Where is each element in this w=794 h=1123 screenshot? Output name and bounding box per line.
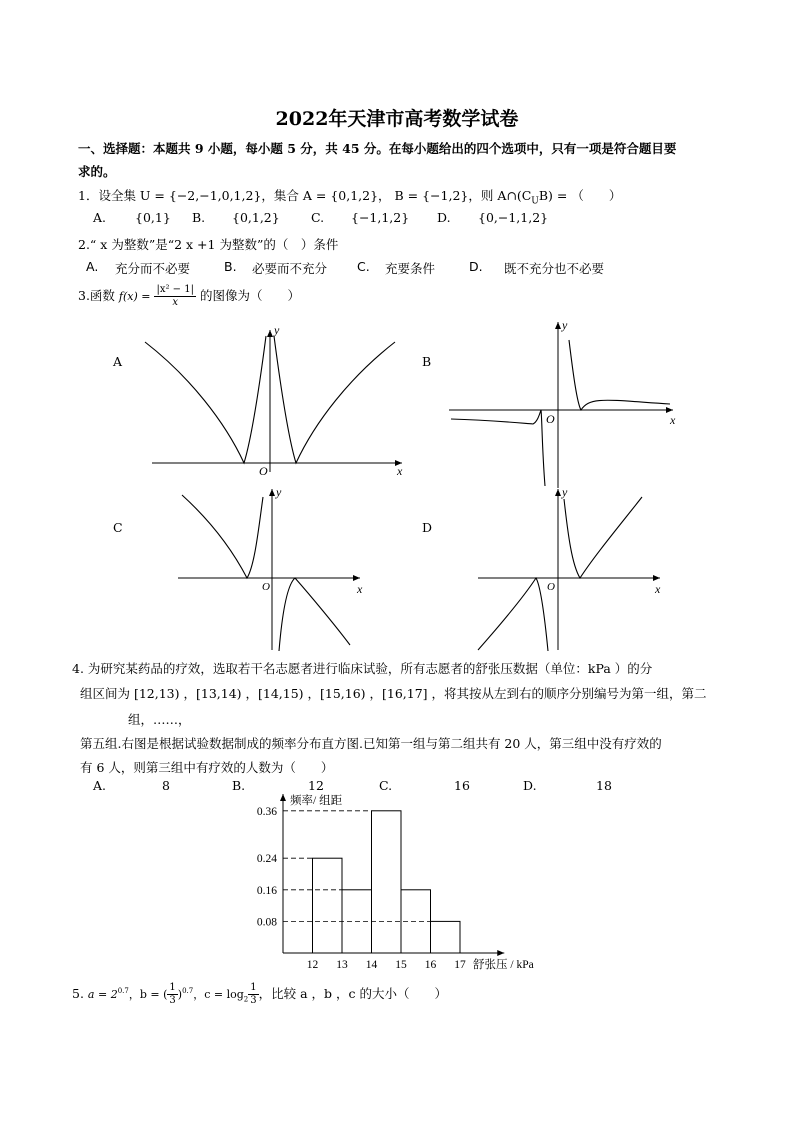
section-heading-line2: 求的。	[78, 164, 116, 179]
q4-option-c-text: 16	[454, 778, 470, 793]
histogram-y-tick-label: 0.16	[256, 884, 277, 897]
q4-line2: 组区间为 [12,13) ，[13,14) ，[14,15) ，[15,16) ，[16,17] ，将其按从左到右的顺序分别编号为第一组，第二	[80, 686, 707, 701]
q4-line4: 第五组.右图是根据试验数据制成的频率分布直方图.已知第一组与第二组共有 20 人，第三组中没有疗效的	[80, 736, 662, 751]
graph-b-origin: O	[546, 412, 555, 426]
graph-c-y-arrow	[269, 489, 275, 496]
histogram-bar	[431, 921, 461, 953]
q2-stem: 2.“ x 为整数”是“2 x +1 为整数”的（ ）条件	[78, 237, 339, 252]
graph-a-curve-right	[274, 336, 395, 463]
graph-b-x-label: x	[670, 413, 676, 427]
histogram-y-arrow	[280, 794, 286, 801]
graph-c-x-arrow	[353, 575, 360, 581]
graph-d-x-label: x	[655, 582, 661, 596]
q4-histogram	[240, 790, 550, 975]
q1-option-d-text: {0,−1,1,2}	[478, 210, 549, 225]
histogram-x-arrow	[497, 950, 504, 956]
q4-line3: 组，……，	[128, 712, 191, 727]
graph-a-x-label: x	[397, 464, 403, 477]
q2-option-a-letter[interactable]: A.	[86, 259, 99, 274]
q3-graph-b-label[interactable]: B	[422, 354, 432, 369]
graph-d-y-label: y	[562, 485, 568, 499]
graph-d-origin: O	[547, 581, 555, 593]
q2-option-a-text: 充分而不必要	[115, 261, 191, 276]
page-title: 2022年天津市高考数学试卷	[275, 108, 519, 130]
histogram-x-tick-label: 15	[395, 959, 407, 971]
q3-graph-b	[445, 318, 685, 493]
q1-option-c-letter[interactable]: C.	[311, 210, 325, 225]
q3-graph-a	[140, 322, 410, 477]
q5-b-close: )	[177, 988, 183, 1001]
q5-c-denominator: 3	[250, 995, 257, 1006]
q5-suffix: ，比较 a ，b ，c 的大小（ ）	[258, 986, 447, 1001]
histogram-bar	[372, 811, 402, 953]
graph-b-y-label: y	[562, 318, 568, 332]
q4-option-d-letter[interactable]: D.	[523, 778, 537, 793]
q2-option-b-letter[interactable]: B.	[224, 259, 237, 274]
q1-complement-subscript: U	[531, 196, 539, 207]
q5-b-fraction	[167, 982, 177, 1007]
q3-prefix: 3.函数	[78, 288, 115, 303]
graph-c-origin: O	[262, 581, 270, 593]
q4-option-a-text: 8	[162, 778, 170, 793]
graph-a-y-arrow	[267, 330, 273, 337]
q2-option-c-letter[interactable]: C.	[357, 259, 370, 274]
q2-option-d-text: 既不充分也不必要	[504, 261, 605, 276]
graph-c-curve-left	[182, 495, 263, 578]
histogram-x-tick-label: 12	[306, 959, 319, 971]
histogram-y-tick-label: 0.24	[256, 853, 277, 866]
q3-graph-d-label[interactable]: D	[422, 520, 433, 535]
histogram-y-tick-labels	[257, 806, 277, 929]
q1-option-a-letter[interactable]: A.	[93, 210, 107, 225]
q5-b-exponent: 0.7	[182, 986, 194, 995]
q1-stem-text: 1．设全集 U = {−2,−1,0,1,2}，集合 A = {0,1,2}， B = {−1,2}，则 A∩(C	[78, 188, 532, 203]
q3-graph-c	[170, 485, 370, 655]
q5-a-exponent: 0.7	[117, 986, 129, 995]
graph-c-x-label: x	[357, 582, 363, 596]
q3-stem	[78, 284, 300, 309]
graph-d-y-arrow	[555, 489, 561, 496]
q3-denominator: x	[172, 297, 179, 308]
q3-graph-d	[470, 485, 670, 655]
q3-graph-c-label[interactable]: C	[113, 520, 123, 535]
histogram-x-tick-label: 16	[424, 959, 437, 971]
graph-c-curve-right	[279, 578, 350, 651]
histogram-x-tick-label: 17	[454, 959, 466, 971]
histogram-y-tick-label: 0.08	[256, 916, 277, 929]
graph-b-curve-right	[569, 340, 670, 410]
q5-c-numerator: 1	[250, 982, 257, 993]
q3-graph-a-label[interactable]: A	[113, 354, 123, 369]
histogram-bar	[313, 858, 343, 953]
graph-a-curve-left	[145, 336, 266, 463]
q3-numerator: |x² − 1|	[156, 284, 194, 295]
histogram-bars	[313, 811, 461, 953]
histogram-y-label: 频率/ 组距	[290, 795, 343, 807]
q1-option-b-text: {0,1,2}	[232, 210, 280, 225]
section-heading-line1: 一、选择题：本题共 9 小题，每小题 5 分，共 45 分。在每小题给出的四个选项中，只有一项是符合题目要	[78, 141, 677, 156]
histogram-y-tick-label: 0.36	[256, 805, 277, 818]
histogram-x-tick-label: 14	[365, 959, 378, 971]
q5-c-fraction	[248, 982, 258, 1007]
q2-option-c-text: 充要条件	[385, 261, 436, 276]
q3-suffix: 的图像为（ ）	[199, 288, 300, 303]
q4-option-b-text: 12	[308, 778, 324, 793]
q1-option-c-text: {−1,1,2}	[351, 210, 410, 225]
q1-option-d-letter[interactable]: D.	[437, 210, 451, 225]
q5-b-numerator: 1	[169, 982, 176, 993]
q5-stem	[72, 982, 447, 1007]
histogram-x-tick-labels	[307, 959, 466, 971]
graph-a-y-label: y	[274, 323, 280, 337]
q2-option-d-letter[interactable]: D.	[469, 259, 483, 274]
q4-option-c-letter[interactable]: C.	[379, 778, 393, 793]
graph-b-curve-left	[451, 410, 545, 486]
q1-stem	[78, 186, 621, 207]
histogram-x-tick-label: 13	[336, 959, 348, 971]
q3-function-lhs: f(x) =	[118, 290, 151, 303]
q4-option-b-letter[interactable]: B.	[232, 778, 246, 793]
graph-a-origin: O	[259, 464, 268, 477]
q1-option-a-text: {0,1}	[135, 210, 171, 225]
q5-c: ，c = log	[193, 988, 244, 1001]
q5-prefix: 5.	[72, 986, 84, 1001]
q3-fraction	[154, 284, 196, 309]
graph-c-y-label: y	[276, 485, 282, 499]
q1-option-b-letter[interactable]: B.	[192, 210, 206, 225]
graph-d-curve-right	[564, 497, 642, 578]
graph-d-curve-left	[478, 578, 548, 651]
q1-stem-end: B) = （ ）	[538, 188, 622, 203]
q4-line5: 有 6 人，则第三组中有疗效的人数为（ ）	[80, 760, 334, 775]
q4-line1: 4. 为研究某药品的疗效，选取若干名志愿者进行临床试验，所有志愿者的舒张压数据（单位：kPa ）的分	[72, 661, 653, 676]
q2-option-b-text: 必要而不充分	[252, 261, 328, 276]
q4-option-a-letter[interactable]: A.	[93, 778, 107, 793]
histogram-x-label: 舒张压 / kPa	[473, 959, 534, 971]
q5-c-log-base: 2	[243, 995, 249, 1004]
q4-option-d-text: 18	[596, 778, 612, 793]
q5-b: ，b = (	[128, 988, 168, 1001]
graph-b-y-arrow	[555, 322, 561, 329]
histogram-dashed-guides	[283, 811, 431, 922]
q5-a: a = 2	[87, 988, 118, 1001]
graph-d-x-arrow	[653, 575, 660, 581]
q5-b-denominator: 3	[169, 995, 176, 1006]
